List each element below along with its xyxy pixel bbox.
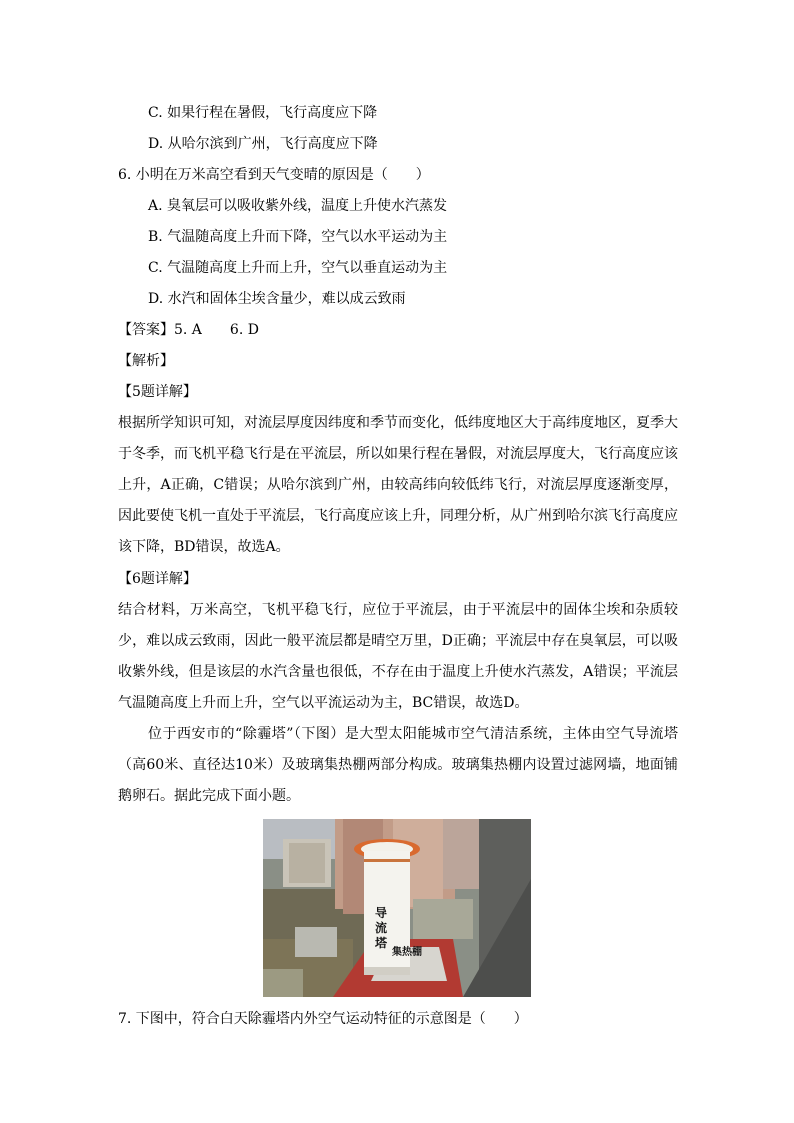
question-7-stem: 7. 下图中，符合白天除霾塔内外空气运动特征的示意图是（ ） xyxy=(118,1011,528,1027)
analysis-label: 【解析】 xyxy=(118,353,174,369)
option-6b: B. 气温随高度上升而下降，空气以水平运动为主 xyxy=(148,229,448,245)
option-5c: C. 如果行程在暑假，飞行高度应下降 xyxy=(148,105,378,121)
tower-label-2: 流 xyxy=(375,921,388,935)
option-6d: D. 水汽和固体尘埃含量少，难以成云致雨 xyxy=(148,291,406,307)
tower-label-3: 塔 xyxy=(375,936,388,950)
q6-detail-label: 【6题详解】 xyxy=(118,571,197,587)
tower-label-1: 导 xyxy=(375,906,388,920)
shed-label: 集热棚 xyxy=(392,947,422,958)
answer-text: 5. A 6. D xyxy=(174,322,259,338)
material-text: 位于西安市的“除霾塔”（下图）是大型太阳能城市空气清洁系统，主体由空气导流塔（高60米、直径达10米）及玻璃集热棚两部分构成。玻璃集热棚内设置过滤网墙，地面铺鹅卵石。据此完成下面小题。 xyxy=(118,726,678,804)
q5-detail-label: 【5题详解】 xyxy=(118,384,197,400)
smog-tower-photo xyxy=(263,819,531,997)
option-6a: A. 臭氧层可以吸收紫外线，温度上升使水汽蒸发 xyxy=(148,198,448,214)
option-5d: D. 从哈尔滨到广州，飞行高度应下降 xyxy=(148,136,378,152)
answer-label: 【答案】 xyxy=(118,322,174,338)
q5-detail-text: 根据所学知识可知，对流层厚度因纬度和季节而变化，低纬度地区大于高纬度地区，夏季大于冬季，而飞机平稳飞行是在平流层，所以如果行程在暑假，对流层厚度大，飞行高度应该上升，A正确，C错误；从哈尔滨到广州，由较高纬向较低纬飞行，对流层厚度逐渐变厚，因此要使飞机一直处于平流层，飞行高度应该上升，同理分析，从广州到哈尔滨飞行高度应该下降，BD错误，故选A。 xyxy=(118,415,678,555)
option-6c: C. 气温随高度上升而上升，空气以垂直运动为主 xyxy=(148,260,448,276)
q6-detail-text: 结合材料，万米高空，飞机平稳飞行，应位于平流层，由于平流层中的固体尘埃和杂质较少，难以成云致雨，因此一般平流层都是晴空万里，D正确；平流层中存在臭氧层，可以吸收紫外线，但是该层的水汽含量也很低，不存在由于温度上升使水汽蒸发，A错误；平流层气温随高度上升而上升，空气以平流运动为主，BC错误，故选D。 xyxy=(118,602,678,711)
question-6-stem: 6. 小明在万米高空看到天气变晴的原因是（ ） xyxy=(118,167,430,183)
answer-line xyxy=(118,321,259,339)
